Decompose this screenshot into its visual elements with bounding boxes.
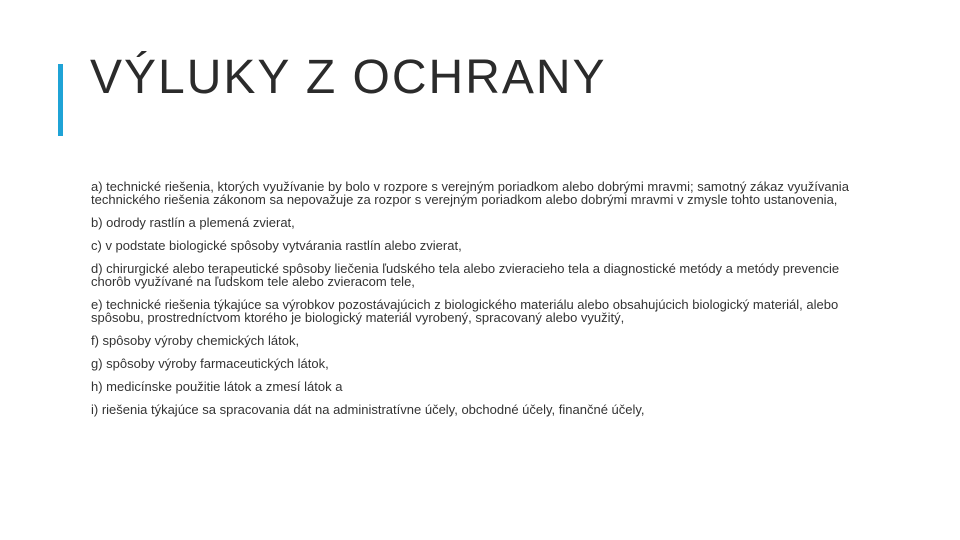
slide-title: VÝLUKY Z OCHRANY: [90, 51, 607, 104]
list-item-i: i) riešenia týkajúce sa spracovania dát na administratívne účely, obchodné účely, finančné účely,: [91, 402, 645, 417]
list-item-g: g) spôsoby výroby farmaceutických látok,: [91, 356, 329, 371]
title-accent-bar: [58, 64, 63, 136]
list-item-d: d) chirurgické alebo terapeutické spôsoby liečenia ľudského tela alebo zvieracieho tela a diagnostické metódy a metódy prevencie chorôb využívané na ľudskom tele alebo zvieracom tele,: [91, 261, 840, 289]
list-item-e: e) technické riešenia týkajúce sa výrobkov pozostávajúcich z biologického materiálu alebo obsahujúcich biologický materiál, alebo spôsobu, prostredníctvom ktorého je biologický materiál vyrobený, spracovaný alebo využitý,: [91, 297, 839, 325]
list-item-a: a) technické riešenia, ktorých využívanie by bolo v rozpore s verejným poriadkom alebo dobrými mravmi; samotný zákaz využívania technického riešenia zákonom sa nepovažuje za rozpor s verejným poriadkom alebo dobrými mravmi v zmysle tohto ustanovenia,: [91, 179, 849, 207]
list-item-h: h) medicínske použitie látok a zmesí látok a: [91, 379, 343, 394]
exclusions-list: [91, 180, 851, 426]
list-item-f: f) spôsoby výroby chemických látok,: [91, 333, 300, 348]
list-item-c: c) v podstate biologické spôsoby vytvárania rastlín alebo zvierat,: [91, 238, 462, 253]
list-item-b: b) odrody rastlín a plemená zvierat,: [91, 215, 295, 230]
